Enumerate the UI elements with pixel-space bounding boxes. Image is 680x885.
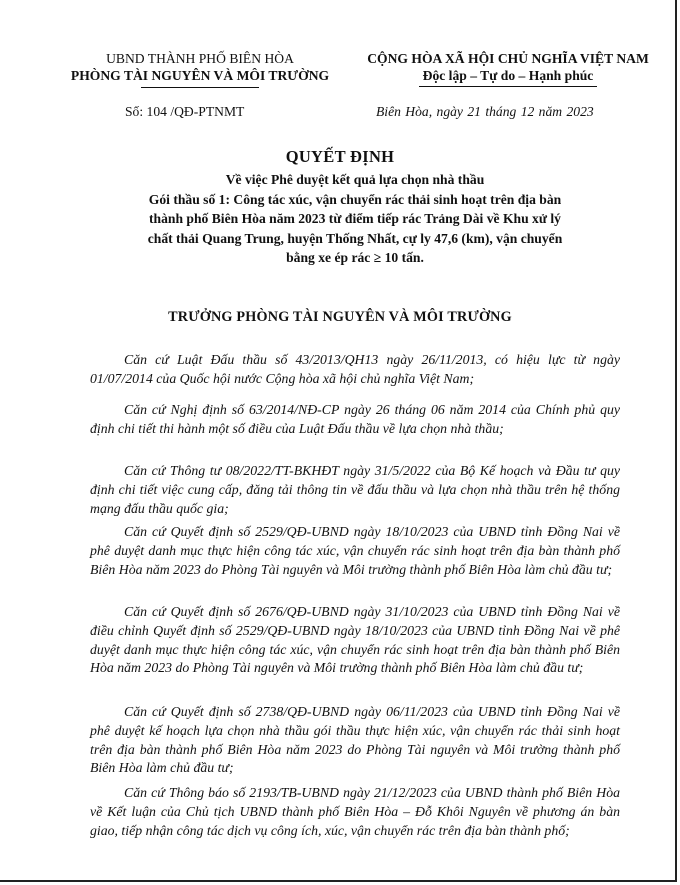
subject-line: chất thải Quang Trung, huyện Thống Nhất, cự ly 47,6 (km), vận chuyển bbox=[147, 230, 563, 246]
document-title: QUYẾT ĐỊNH bbox=[285, 147, 395, 166]
subject-line: bằng xe ép rác ≥ 10 tấn. bbox=[286, 250, 424, 265]
subject-line: Gói thầu số 1: Công tác xúc, vận chuyển rác thải sinh hoạt trên địa bàn bbox=[148, 191, 562, 207]
motto-underline bbox=[419, 86, 597, 87]
agency-parent: UBND THÀNH PHỐ BIÊN HÒA bbox=[106, 51, 294, 66]
legal-basis-paragraph: Căn cứ Thông báo số 2193/TB-UBND ngày 21/12/2023 của UBND thành phố Biên Hòa về Kết luận của Chủ tịch UBND thành phố Biên Hòa – Đỗ Khôi Nguyên về phương án bàn giao, tiếp nhận công tác dịch vụ công ích, xúc, vận chuyển rác trên địa bàn thành phố; bbox=[90, 785, 620, 838]
agency-underline bbox=[141, 87, 259, 88]
subject-line: thành phố Biên Hòa năm 2023 từ điểm tiếp rác Trảng Dài về Khu xử lý bbox=[149, 211, 561, 226]
legal-basis-paragraph: Căn cứ Quyết định số 2676/QĐ-UBND ngày 31/10/2023 của UBND tỉnh Đồng Nai về điều chỉnh Quyết định số 2529/QĐ-UBND ngày 18/10/2023 của UBND tỉnh Đồng Nai về phê duyệt danh mục thực hiện công tác xúc, vận chuyển rác sinh hoạt trên địa bàn thành phố Biên Hòa năm 2023 do Phòng Tài nguyên và Môi trường thành phố Biên Hòa làm chủ đầu tư; bbox=[90, 604, 620, 676]
legal-basis-paragraph: Căn cứ Nghị định số 63/2014/NĐ-CP ngày 26 tháng 06 năm 2014 của Chính phủ quy định chi tiết thi hành một số điều của Luật Đấu thầu về lựa chọn nhà thầu; bbox=[90, 402, 620, 436]
legal-basis-paragraph: Căn cứ Luật Đấu thầu số 43/2013/QH13 ngày 26/11/2013, có hiệu lực từ ngày 01/07/2014 của Quốc hội nước Cộng hòa xã hội chủ nghĩa Việt Nam; bbox=[90, 352, 620, 386]
national-header bbox=[343, 50, 673, 87]
legal-basis-paragraph: Căn cứ Thông tư 08/2022/TT-BKHĐT ngày 31/5/2022 của Bộ Kế hoạch và Đầu tư quy định chi tiết việc cung cấp, đăng tải thông tin về đấu thầu và lựa chọn nhà thầu trên hệ thống mạng đấu thầu quốc gia; bbox=[90, 463, 620, 516]
legal-basis-paragraph: Căn cứ Quyết định số 2738/QĐ-UBND ngày 06/11/2023 của UBND tỉnh Đồng Nai về phê duyệt kế hoạch lựa chọn nhà thầu gói thầu thực hiện xúc, vận chuyển rác thải sinh hoạt trên địa bàn thành phố Biên Hòa năm 2023 do Phòng Tài nguyên và Môi trường thành phố Biên Hòa làm chủ đầu tư; bbox=[90, 704, 620, 776]
nation-title: CỘNG HÒA XÃ HỘI CHỦ NGHĨA VIỆT NAM bbox=[367, 51, 649, 66]
nation-motto: Độc lập – Tự do – Hạnh phúc bbox=[422, 68, 594, 83]
subject-line: Về việc Phê duyệt kết quả lựa chọn nhà thầu bbox=[225, 172, 485, 187]
document-date: Biên Hòa, ngày 21 tháng 12 năm 2023 bbox=[376, 104, 594, 119]
agency-name: PHÒNG TÀI NGUYÊN VÀ MÔI TRƯỜNG bbox=[70, 68, 330, 83]
document-subject bbox=[100, 170, 610, 268]
issuing-authority: TRƯỞNG PHÒNG TÀI NGUYÊN VÀ MÔI TRƯỜNG bbox=[168, 309, 512, 325]
legal-basis-paragraph: Căn cứ Quyết định số 2529/QĐ-UBND ngày 18/10/2023 của UBND tỉnh Đồng Nai về phê duyệt danh mục thực hiện công tác xúc, vận chuyển rác sinh hoạt trên địa bàn thành phố Biên Hòa năm 2023 do Phòng Tài nguyên và Môi trường thành phố Biên Hòa làm chủ đầu tư; bbox=[90, 524, 620, 577]
document-number: Số: 104 /QĐ-PTNMT bbox=[125, 104, 245, 119]
issuing-agency-header bbox=[50, 50, 350, 88]
